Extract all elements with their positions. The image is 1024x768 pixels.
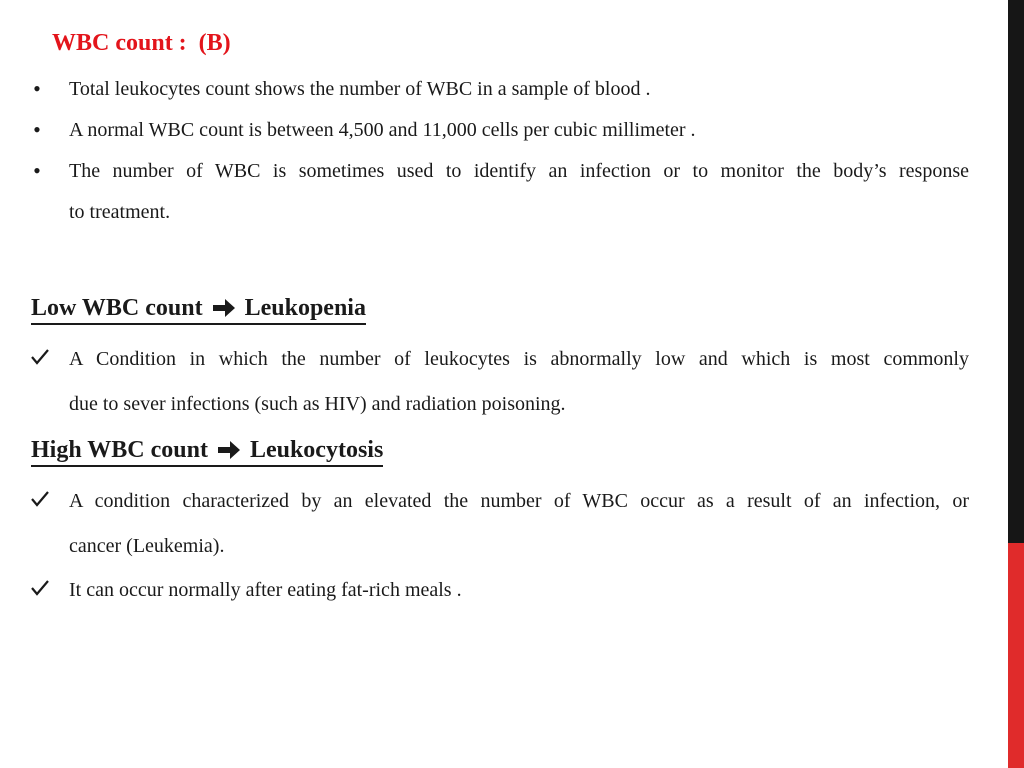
bullet-text: Total leukocytes count shows the number of WBC in a sample of blood . bbox=[69, 78, 651, 100]
bullet-dot-icon: • bbox=[33, 117, 41, 142]
bullet-text: A normal WBC count is between 4,500 and 11,000 cells per cubic millimeter . bbox=[69, 119, 696, 141]
check-text: due to sever infections (such as HIV) and radiation poisoning. bbox=[69, 393, 566, 415]
leukocytosis-label: Leukocytosis bbox=[249, 437, 384, 463]
right-arrow-icon bbox=[216, 439, 242, 461]
high-wbc-label: High WBC count bbox=[31, 437, 208, 463]
right-arrow-icon bbox=[211, 297, 237, 319]
bullet-dot-icon: • bbox=[33, 76, 41, 101]
checkmark-icon bbox=[30, 347, 50, 373]
slide-title: WBC count : (B) bbox=[52, 30, 231, 56]
check-text: A condition characterized by an elevated the number of WBC occur as a result of an infection, or bbox=[69, 490, 969, 512]
high-wbc-heading bbox=[31, 436, 383, 467]
check-text: A Condition in which the number of leukocytes is abnormally low and which is most commonly bbox=[69, 348, 969, 370]
checkmark-icon bbox=[30, 578, 50, 604]
decorative-bar-red bbox=[1008, 543, 1024, 768]
checkmark-icon bbox=[30, 489, 50, 515]
bullet-dot-icon: • bbox=[33, 158, 41, 183]
low-wbc-label: Low WBC count bbox=[31, 295, 203, 321]
bullet-text: to treatment. bbox=[69, 201, 171, 223]
check-text: It can occur normally after eating fat-rich meals . bbox=[69, 579, 462, 601]
check-text: cancer (Leukemia). bbox=[69, 535, 225, 557]
decorative-bar-dark bbox=[1008, 0, 1024, 543]
leukopenia-label: Leukopenia bbox=[244, 295, 366, 321]
low-wbc-heading bbox=[31, 294, 366, 325]
bullet-text: The number of WBC is sometimes used to identify an infection or to monitor the body’s response bbox=[69, 160, 969, 182]
